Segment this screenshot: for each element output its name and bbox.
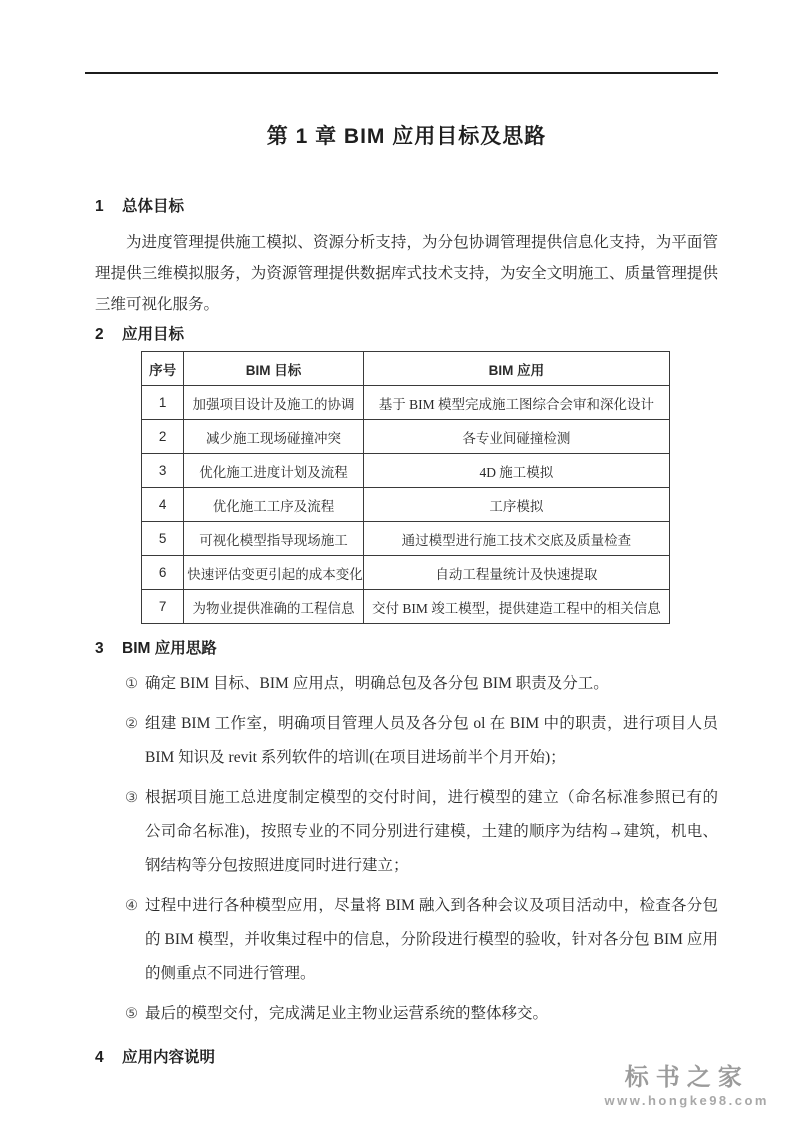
section-number: 2 (95, 326, 104, 343)
section-heading-bim-approach (95, 638, 718, 659)
bim-goals-table (141, 351, 670, 624)
table-row (142, 488, 670, 522)
table-cell-goal: 快速评估变更引起的成本变化 (184, 556, 364, 590)
watermark-brand: 标书之家 (624, 1064, 749, 1091)
list-item-text: 过程中进行各种模型应用，尽量将 BIM 融入到各种会议及项目活动中，检查各分包的 BIM 模型，并收集过程中的信息，分阶段进行模型的验收，针对各分包 BIM 应用的侧重点不同进行管理。 (145, 897, 718, 982)
approach-list (95, 667, 718, 1031)
section-heading-overall-goal (95, 196, 718, 217)
table-cell-index: 2 (142, 420, 184, 454)
table-cell-index: 3 (142, 454, 184, 488)
table-cell-application: 通过模型进行施工技术交底及质量检查 (363, 522, 669, 556)
site-watermark (605, 1064, 770, 1110)
section-heading-application-goals (95, 324, 718, 345)
watermark-url: www.hongke98.com (604, 1093, 769, 1108)
table-header-cell: BIM 目标 (184, 352, 364, 386)
list-item (125, 781, 718, 883)
table-cell-goal: 加强项目设计及施工的协调 (184, 386, 364, 420)
table-row (142, 590, 670, 624)
overall-goal-paragraph: 为进度管理提供施工模拟、资源分析支持，为分包协调管理提供信息化支持，为平面管理提供三维模拟服务，为资源管理提供数据库式技术支持，为安全文明施工、质量管理提供三维可视化服务。 (95, 234, 718, 313)
list-item (125, 667, 718, 701)
table-cell-application: 基于 BIM 模型完成施工图综合会审和深化设计 (363, 386, 669, 420)
table-cell-index: 5 (142, 522, 184, 556)
table-row (142, 386, 670, 420)
table-cell-goal: 优化施工工序及流程 (184, 488, 364, 522)
table-cell-application: 4D 施工模拟 (363, 454, 669, 488)
table-header-cell: 序号 (142, 352, 184, 386)
table-row (142, 556, 670, 590)
section-number: 3 (95, 640, 104, 657)
section-heading-label: 总体目标 (122, 198, 185, 215)
table-cell-goal: 为物业提供准确的工程信息 (184, 590, 364, 624)
page-title: 第 1 章 BIM 应用目标及思路 (266, 125, 547, 148)
table-cell-application: 各专业间碰撞检测 (363, 420, 669, 454)
section-heading-label: 应用内容说明 (122, 1049, 216, 1066)
circled-number-marker: ② (125, 716, 138, 732)
list-item (125, 707, 718, 775)
table-cell-index: 4 (142, 488, 184, 522)
table-cell-application: 工序模拟 (363, 488, 669, 522)
document-content (95, 0, 718, 1068)
list-item-text: 根据项目施工总进度制定模型的交付时间，进行模型的建立（命名标准参照已有的公司命名标准)，按照专业的不同分别进行建模，土建的顺序为结构→建筑，机电、钢结构等分包按照进度同时进行建立； (145, 789, 718, 874)
section-heading-label: BIM 应用思路 (122, 640, 217, 657)
table-row (142, 522, 670, 556)
table-cell-application: 交付 BIM 竣工模型，提供建造工程中的相关信息 (363, 590, 669, 624)
circled-number-marker: ① (125, 676, 138, 692)
table-cell-goal: 可视化模型指导现场施工 (184, 522, 364, 556)
circled-number-marker: ③ (125, 790, 138, 806)
list-item (125, 997, 718, 1031)
list-item-text: 组建 BIM 工作室，明确项目管理人员及各分包 ol 在 BIM 中的职责，进行项目人员 BIM 知识及 revit 系列软件的培训(在项目进场前半个月开始)； (145, 715, 718, 766)
section-heading-label: 应用目标 (122, 326, 185, 343)
table-row (142, 420, 670, 454)
circled-number-marker: ④ (125, 898, 138, 914)
section-number: 1 (95, 198, 104, 215)
list-item (125, 889, 718, 991)
table-header-row (142, 352, 670, 386)
table-cell-index: 6 (142, 556, 184, 590)
table-cell-goal: 减少施工现场碰撞冲突 (184, 420, 364, 454)
circled-number-marker: ⑤ (125, 1006, 138, 1022)
table-cell-goal: 优化施工进度计划及流程 (184, 454, 364, 488)
table-cell-application: 自动工程量统计及快速提取 (363, 556, 669, 590)
table-row (142, 454, 670, 488)
section-number: 4 (95, 1049, 104, 1066)
table-cell-index: 1 (142, 386, 184, 420)
table-header-cell: BIM 应用 (363, 352, 669, 386)
table-cell-index: 7 (142, 590, 184, 624)
list-item-text: 最后的模型交付，完成满足业主物业运营系统的整体移交。 (145, 1005, 549, 1022)
list-item-text: 确定 BIM 目标、BIM 应用点，明确总包及各分包 BIM 职责及分工。 (145, 675, 609, 692)
